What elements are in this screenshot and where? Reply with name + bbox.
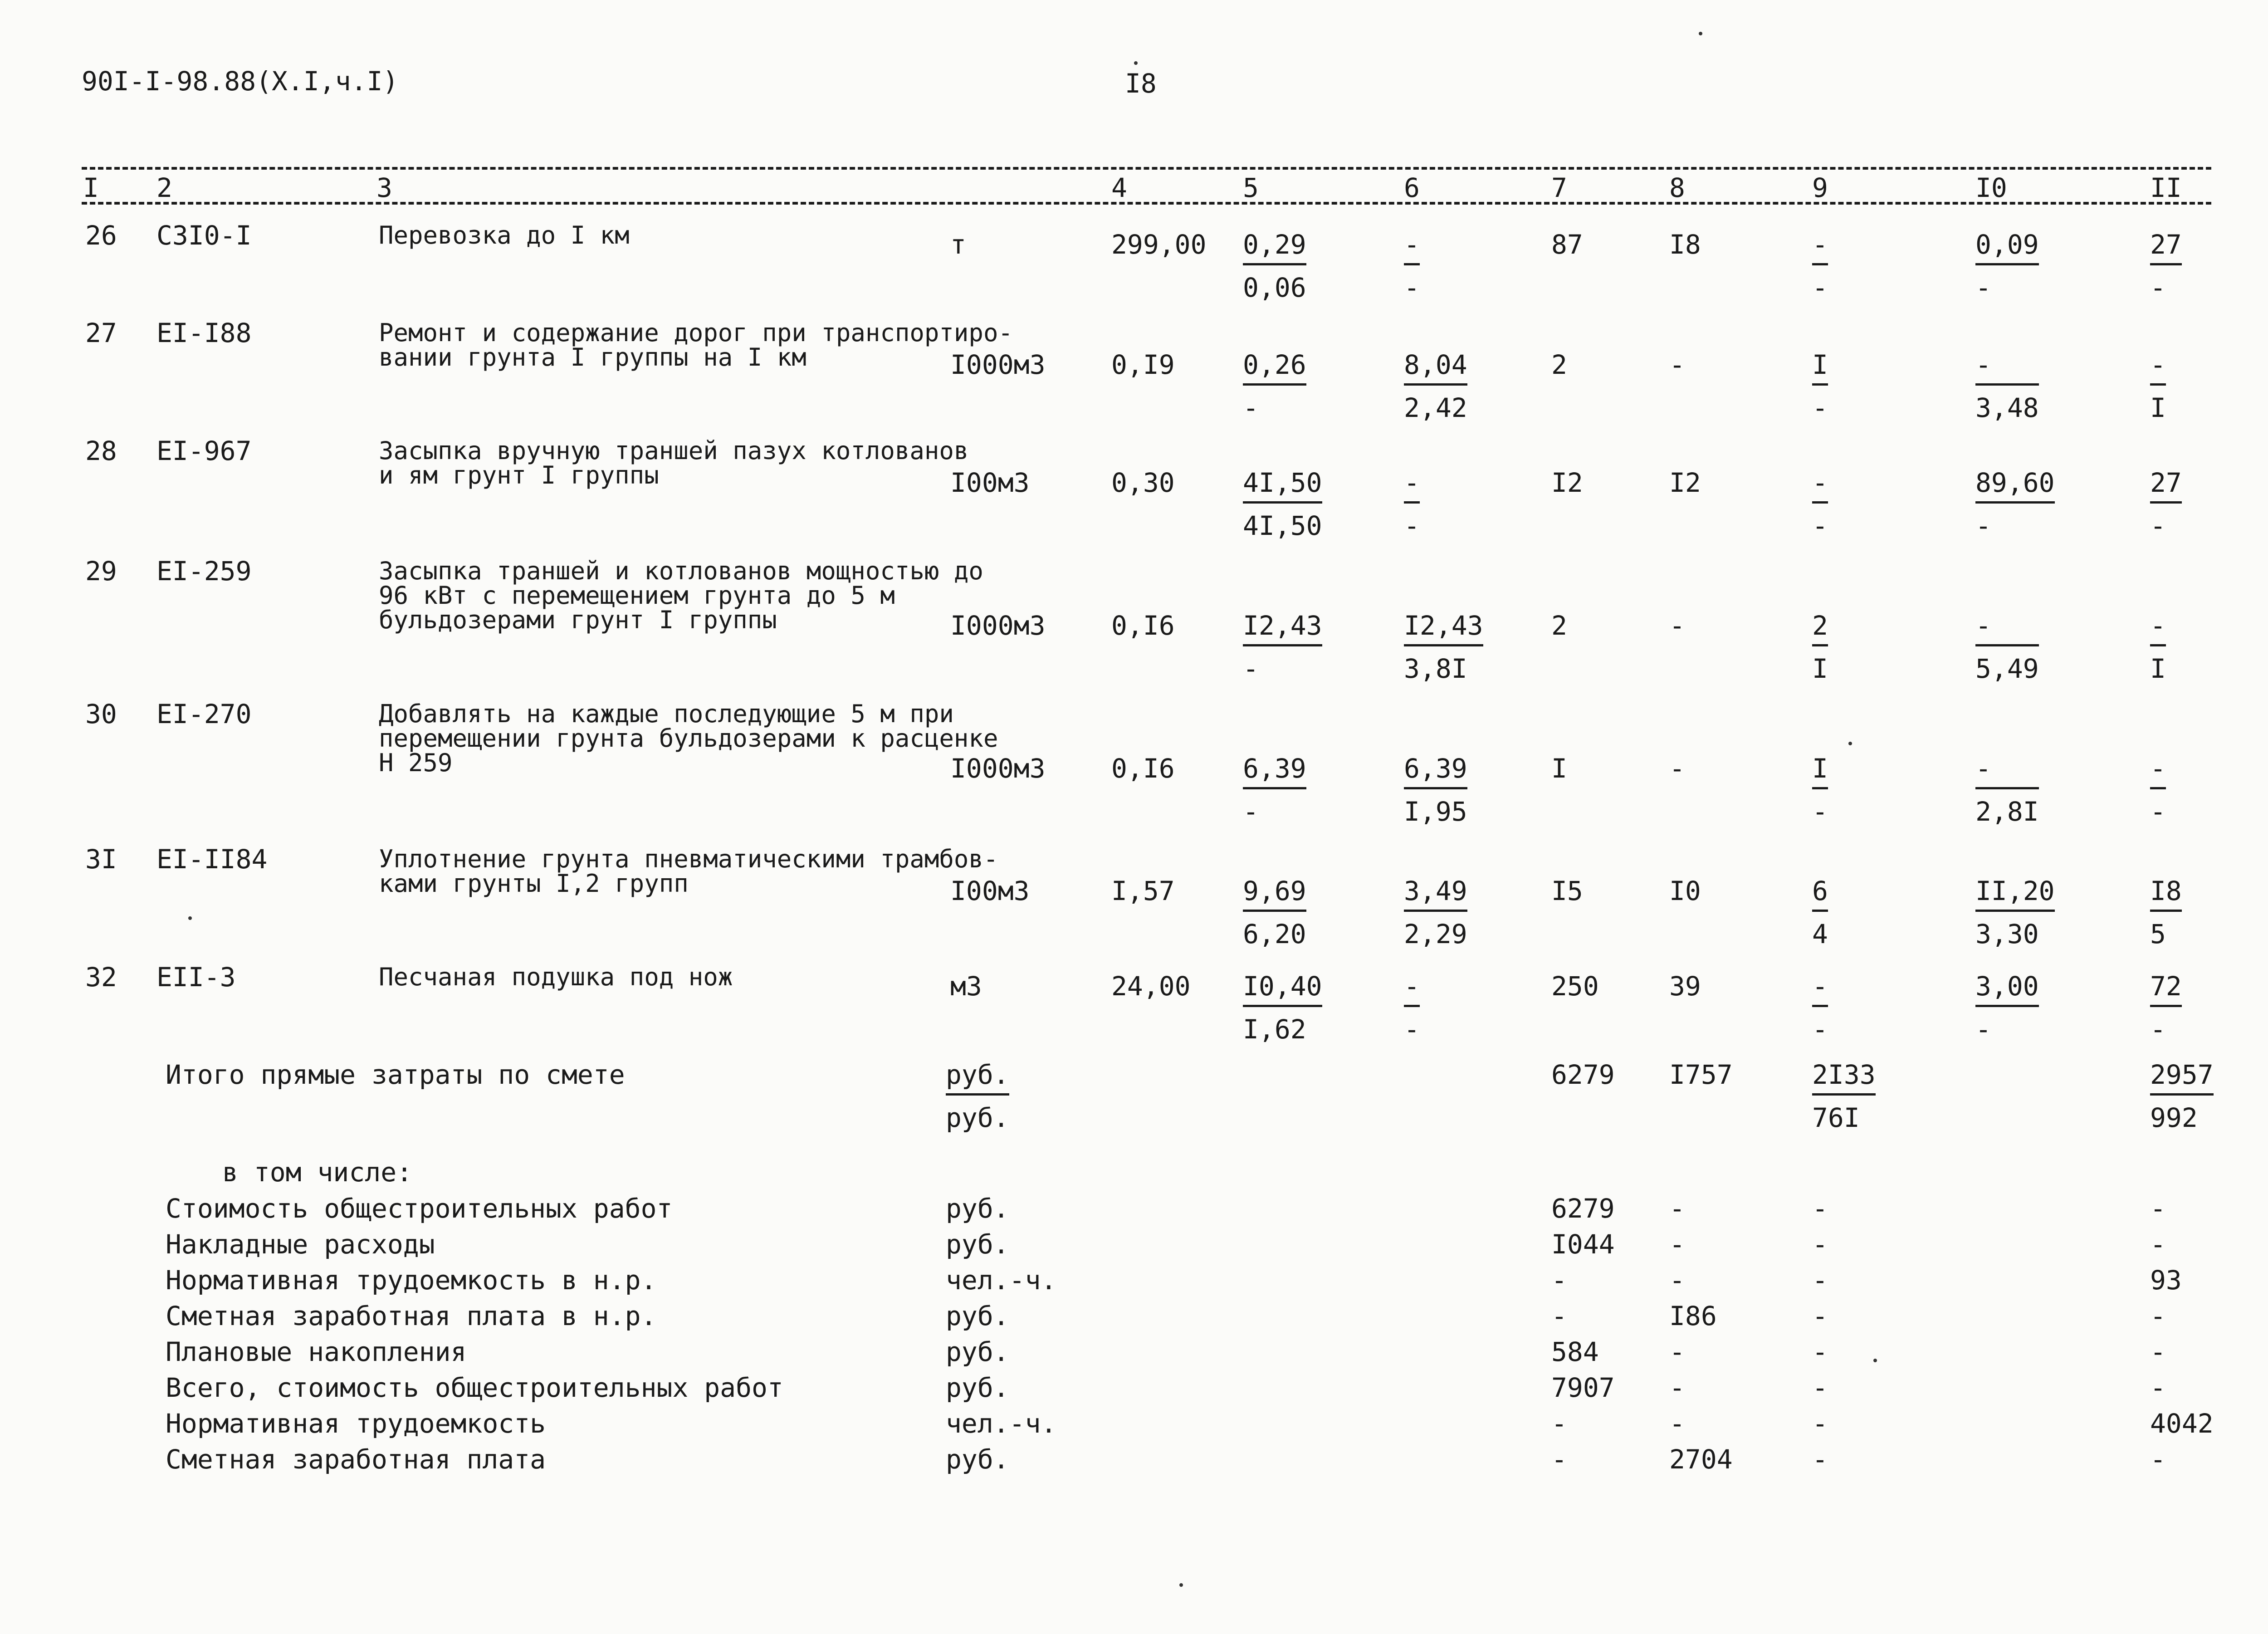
col9-value	[1812, 349, 1828, 423]
summary-col9: -	[1812, 1408, 1828, 1439]
col8-value: -	[1669, 753, 1685, 784]
col10-value-denominator: 3,30	[1975, 919, 2039, 949]
header-col-number: I	[83, 172, 99, 203]
col11-value	[2150, 467, 2182, 541]
summary-col8: -	[1669, 1336, 1685, 1367]
col6-value-numerator: 8,04	[1404, 349, 1467, 380]
header-col-number: 8	[1669, 172, 1685, 203]
col11-value-denominator: I	[2150, 653, 2166, 684]
summary-unit: руб.	[946, 1336, 1009, 1367]
col6-value-numerator: -	[1404, 467, 1420, 498]
col11-value	[2150, 878, 2182, 947]
col6-value-denominator: 2,42	[1404, 392, 1467, 423]
row-number: 30	[85, 699, 117, 729]
summary-label: Сметная заработная плата	[166, 1444, 546, 1475]
summary-col8: -	[1669, 1372, 1685, 1403]
col11-value-numerator: 27	[2150, 467, 2182, 498]
col9-value-numerator: 6	[1812, 876, 1828, 906]
col5-value-fraction-bar	[1243, 501, 1322, 504]
quantity: 24,00	[1111, 971, 1191, 1002]
col7-value: I	[1551, 753, 1567, 784]
col11-value-numerator: I8	[2150, 876, 2182, 906]
col5-value	[1243, 231, 1306, 301]
total-unit	[946, 1059, 1009, 1133]
col5-value-fraction-bar	[1243, 787, 1306, 789]
col9-value-fraction-bar	[1812, 1005, 1828, 1007]
col5-value	[1243, 755, 1306, 825]
col11-value-denominator: -	[2150, 510, 2166, 541]
col5-value-denominator: -	[1243, 392, 1259, 423]
col11-value-fraction-bar	[2150, 263, 2182, 265]
col5-value	[1243, 349, 1306, 423]
header-col-number: 5	[1243, 172, 1259, 203]
col10-value-denominator: 5,49	[1975, 653, 2039, 684]
summary-label: Накладные расходы	[166, 1229, 435, 1260]
col9-value	[1812, 971, 1828, 1045]
col10-value-denominator: -	[1975, 510, 1991, 541]
col11-value	[2150, 612, 2166, 682]
scan-speck	[1848, 742, 1852, 745]
summary-col9: -	[1812, 1229, 1828, 1260]
summary-unit: чел.-ч.	[946, 1408, 1057, 1439]
col11-value-denominator: I	[2150, 392, 2166, 423]
header-rule-bottom	[82, 202, 2211, 205]
summary-col11: 93	[2150, 1265, 2182, 1296]
col10-value-fraction-bar	[1975, 910, 2055, 912]
summary-col11: -	[2150, 1193, 2166, 1224]
summary-unit: чел.-ч.	[946, 1265, 1057, 1296]
col10-value-denominator: -	[1975, 272, 1991, 303]
row-number: 29	[85, 556, 117, 587]
col10-value-fraction-bar	[1975, 263, 2039, 265]
col11-value-denominator: -	[2150, 272, 2166, 303]
col10-value	[1975, 612, 2039, 682]
col8-value: -	[1669, 610, 1685, 641]
col11-value-fraction-bar	[2150, 501, 2182, 504]
summary-col11: -	[2150, 1372, 2166, 1403]
col10-value-numerator: 3,00	[1975, 971, 2039, 1002]
row-number: 28	[85, 435, 117, 466]
col10-value-denominator: 3,48	[1975, 392, 2039, 423]
col6-value-fraction-bar	[1404, 263, 1420, 265]
col9-value-fraction-bar	[1812, 501, 1828, 504]
header-col-number: 3	[376, 172, 392, 203]
document-code: 90I-I-98.88(X.I,ч.I)	[82, 66, 399, 97]
col9-value	[1812, 755, 1828, 825]
col5-value-numerator: 9,69	[1243, 876, 1306, 906]
scan-speck	[1134, 61, 1138, 65]
summary-label: Всего, стоимость общестроительных работ	[166, 1372, 783, 1403]
col7-value: I2	[1551, 467, 1583, 498]
col11-value-fraction-bar	[2150, 910, 2182, 912]
col7-value: 2	[1551, 349, 1567, 380]
col9-value-denominator: -	[1812, 392, 1828, 423]
summary-col9: -	[1812, 1444, 1828, 1475]
col7-value: I5	[1551, 876, 1583, 906]
col5-value-denominator: 0,06	[1243, 272, 1306, 303]
summary-col8: -	[1669, 1229, 1685, 1260]
col8-value: I2	[1669, 467, 1701, 498]
work-description: Добавлять на каждые последующие 5 м при перемещении грунта бульдозерами к расценке Н 259	[379, 700, 998, 777]
col10-value-fraction-bar	[1975, 644, 2039, 646]
summary-unit: руб.	[946, 1229, 1009, 1260]
summary-col8: -	[1669, 1408, 1685, 1439]
col9-value-numerator: I	[1812, 753, 1828, 784]
col10-value	[1975, 349, 2039, 423]
col10-value	[1975, 755, 2039, 825]
total-col9-numerator: 2I33	[1812, 1059, 1876, 1090]
col5-value-numerator: I2,43	[1243, 610, 1322, 641]
scan-speck	[1873, 1359, 1877, 1362]
col6-value	[1404, 231, 1420, 301]
col5-value-denominator: -	[1243, 796, 1259, 827]
summary-label: Плановые накопления	[166, 1336, 467, 1367]
col11-value-fraction-bar	[2150, 383, 2166, 386]
summary-col7: 7907	[1551, 1372, 1615, 1403]
col5-value-denominator: -	[1243, 653, 1259, 684]
total-col9	[1812, 1059, 1876, 1133]
col11-value-fraction-bar	[2150, 1005, 2182, 1007]
header-col-number: 6	[1404, 172, 1420, 203]
col10-value-numerator: -	[1975, 753, 1991, 784]
total-unit-fraction-bar	[946, 1093, 1009, 1096]
quantity: 0,I6	[1111, 753, 1175, 784]
header-col-number: I0	[1975, 172, 2007, 203]
col10-value-denominator: -	[1975, 1014, 1991, 1045]
summary-col7: 6279	[1551, 1193, 1615, 1224]
summary-col7: -	[1551, 1301, 1567, 1331]
summary-col7: -	[1551, 1265, 1567, 1296]
col6-value	[1404, 349, 1467, 423]
col6-value-denominator: I,95	[1404, 796, 1467, 827]
col8-value: I8	[1669, 229, 1701, 260]
rate-code: EI-259	[156, 556, 252, 587]
col11-value	[2150, 755, 2166, 825]
row-number: 26	[85, 220, 117, 251]
col6-value	[1404, 755, 1467, 825]
summary-col9: -	[1812, 1301, 1828, 1331]
col9-value-denominator: -	[1812, 510, 1828, 541]
col9-value-denominator: -	[1812, 796, 1828, 827]
summary-label: Сметная заработная плата в н.р.	[166, 1301, 657, 1331]
col5-value-denominator: I,62	[1243, 1014, 1306, 1045]
summary-unit: руб.	[946, 1372, 1009, 1403]
col6-value-numerator: -	[1404, 971, 1420, 1002]
summary-col7: 584	[1551, 1336, 1599, 1367]
row-number: 3I	[85, 844, 117, 875]
rate-code: EI-I88	[156, 318, 252, 348]
col6-value-denominator: 2,29	[1404, 919, 1467, 949]
col10-value-fraction-bar	[1975, 501, 2055, 504]
col6-value-numerator: I2,43	[1404, 610, 1483, 641]
col6-value-denominator: -	[1404, 1014, 1420, 1045]
summary-label: Нормативная трудоемкость в н.р.	[166, 1265, 657, 1296]
summary-col9: -	[1812, 1265, 1828, 1296]
total-unit-denominator: руб.	[946, 1102, 1009, 1133]
col5-value-numerator: 0,26	[1243, 349, 1306, 380]
summary-col8: -	[1669, 1265, 1685, 1296]
work-description: Засыпка вручную траншей пазух котлованов и ям грунт I группы	[379, 436, 969, 489]
col11-value-numerator: -	[2150, 349, 2166, 380]
work-description: Песчаная подушка под нож	[379, 963, 733, 991]
summary-col9: -	[1812, 1336, 1828, 1367]
col8-value: -	[1669, 349, 1685, 380]
col6-value	[1404, 467, 1420, 541]
col5-value	[1243, 971, 1322, 1045]
col9-value	[1812, 467, 1828, 541]
unit: I000м3	[950, 610, 1046, 641]
col9-value-numerator: I	[1812, 349, 1828, 380]
col6-value-denominator: -	[1404, 272, 1420, 303]
total-unit-numerator: руб.	[946, 1059, 1009, 1090]
quantity: 0,I6	[1111, 610, 1175, 641]
col5-value-denominator: 6,20	[1243, 919, 1306, 949]
col6-value-fraction-bar	[1404, 644, 1483, 646]
unit: I000м3	[950, 349, 1046, 380]
col11-value-denominator: -	[2150, 1014, 2166, 1045]
col9-value-numerator: -	[1812, 971, 1828, 1002]
quantity: 0,I9	[1111, 349, 1175, 380]
header-col-number: II	[2150, 172, 2182, 203]
summary-col11: -	[2150, 1444, 2166, 1475]
page-number: I8	[1125, 68, 1157, 99]
summary-unit: руб.	[946, 1193, 1009, 1224]
col10-value-numerator: 0,09	[1975, 229, 2039, 260]
col9-value-fraction-bar	[1812, 263, 1828, 265]
col9-value	[1812, 878, 1828, 947]
total-col11-fraction-bar	[2150, 1093, 2214, 1096]
col6-value	[1404, 612, 1483, 682]
summary-col11: -	[2150, 1301, 2166, 1331]
col6-value	[1404, 971, 1420, 1045]
summary-label: Стоимость общестроительных работ	[166, 1193, 673, 1224]
summary-col11: -	[2150, 1229, 2166, 1260]
header-rule-top	[82, 167, 2211, 170]
col11-value-numerator: 27	[2150, 229, 2182, 260]
quantity: 299,00	[1111, 229, 1207, 260]
col7-value: 2	[1551, 610, 1567, 641]
col11-value-numerator: -	[2150, 610, 2166, 641]
col10-value	[1975, 231, 2039, 301]
col5-value-fraction-bar	[1243, 383, 1306, 386]
quantity: I,57	[1111, 876, 1175, 906]
col10-value-numerator: -	[1975, 610, 1991, 641]
col5-value	[1243, 878, 1306, 947]
col10-value-numerator: II,20	[1975, 876, 2055, 906]
col8-value: I0	[1669, 876, 1701, 906]
summary-col7: -	[1551, 1408, 1567, 1439]
total-col11-denominator: 992	[2150, 1102, 2198, 1133]
col7-value: 250	[1551, 971, 1599, 1002]
row-number: 32	[85, 962, 117, 993]
total-col11	[2150, 1059, 2214, 1133]
total-label: Итого прямые затраты по смете	[166, 1059, 625, 1090]
unit: т	[950, 229, 966, 260]
total-col9-fraction-bar	[1812, 1093, 1876, 1096]
col5-value-fraction-bar	[1243, 644, 1322, 646]
col6-value	[1404, 878, 1467, 947]
col11-value-numerator: 72	[2150, 971, 2182, 1002]
col9-value	[1812, 231, 1828, 301]
rate-code: C3I0-I	[156, 220, 252, 251]
col5-value	[1243, 612, 1322, 682]
rate-code: EII-3	[156, 962, 236, 993]
unit: м3	[950, 971, 982, 1002]
summary-col7: I044	[1551, 1229, 1615, 1260]
col5-value-numerator: 0,29	[1243, 229, 1306, 260]
unit: I00м3	[950, 467, 1030, 498]
summary-col11: 4042	[2150, 1408, 2214, 1439]
summary-col9: -	[1812, 1372, 1828, 1403]
summary-label: Нормативная трудоемкость	[166, 1408, 546, 1439]
col9-value-fraction-bar	[1812, 383, 1828, 386]
col11-value-fraction-bar	[2150, 644, 2166, 646]
col5-value-denominator: 4I,50	[1243, 510, 1322, 541]
col5-value	[1243, 467, 1322, 541]
col10-value	[1975, 878, 2055, 947]
unit: I00м3	[950, 876, 1030, 906]
total-col7: 6279	[1551, 1059, 1615, 1090]
summary-unit: руб.	[946, 1301, 1009, 1331]
col10-value-numerator: -	[1975, 349, 1991, 380]
col9-value	[1812, 612, 1828, 682]
col10-value	[1975, 467, 2055, 541]
col10-value-fraction-bar	[1975, 787, 2039, 789]
header-col-number: 2	[156, 172, 172, 203]
col6-value-numerator: 6,39	[1404, 753, 1467, 784]
col5-value-fraction-bar	[1243, 263, 1306, 265]
col6-value-numerator: 3,49	[1404, 876, 1467, 906]
header-col-number: 7	[1551, 172, 1567, 203]
summary-col11: -	[2150, 1336, 2166, 1367]
col10-value-fraction-bar	[1975, 1005, 2039, 1007]
scan-speck	[188, 916, 192, 920]
col6-value-denominator: -	[1404, 510, 1420, 541]
summary-col7: -	[1551, 1444, 1567, 1475]
col5-value-fraction-bar	[1243, 1005, 1322, 1007]
col9-value-denominator: I	[1812, 653, 1828, 684]
header-col-number: 4	[1111, 172, 1127, 203]
col7-value: 87	[1551, 229, 1583, 260]
col11-value	[2150, 971, 2182, 1045]
rate-code: EI-967	[156, 435, 252, 466]
unit: I000м3	[950, 753, 1046, 784]
col9-value-denominator: 4	[1812, 919, 1828, 949]
col9-value-numerator: 2	[1812, 610, 1828, 641]
col9-value-fraction-bar	[1812, 910, 1828, 912]
col5-value-numerator: 4I,50	[1243, 467, 1322, 498]
col10-value-numerator: 89,60	[1975, 467, 2055, 498]
col6-value-fraction-bar	[1404, 383, 1467, 386]
col11-value	[2150, 349, 2166, 423]
col5-value-numerator: 6,39	[1243, 753, 1306, 784]
header-col-number: 9	[1812, 172, 1828, 203]
col8-value: 39	[1669, 971, 1701, 1002]
col11-value-numerator: -	[2150, 753, 2166, 784]
summary-col8: I86	[1669, 1301, 1717, 1331]
col9-value-denominator: -	[1812, 272, 1828, 303]
col9-value-numerator: -	[1812, 229, 1828, 260]
col11-value	[2150, 231, 2182, 301]
work-description: Засыпка траншей и котлованов мощностью до 96 кВт с перемещением грунта до 5 м бульдозерами грунт I группы	[379, 557, 983, 634]
col10-value-denominator: 2,8I	[1975, 796, 2039, 827]
col9-value-numerator: -	[1812, 467, 1828, 498]
quantity: 0,30	[1111, 467, 1175, 498]
summary-col8: 2704	[1669, 1444, 1733, 1475]
col10-value	[1975, 971, 2039, 1045]
col6-value-denominator: 3,8I	[1404, 653, 1467, 684]
row-number: 27	[85, 318, 117, 348]
col5-value-numerator: I0,40	[1243, 971, 1322, 1002]
col11-value-denominator: -	[2150, 796, 2166, 827]
col11-value-denominator: 5	[2150, 919, 2166, 949]
col6-value-fraction-bar	[1404, 1005, 1420, 1007]
total-col9-denominator: 76I	[1812, 1102, 1860, 1133]
work-description: Ремонт и содержание дорог при транспортиро- вании грунта I группы на I км	[379, 318, 1013, 372]
work-description: Уплотнение грунта пневматическими трамбов- ками грунты I,2 групп	[379, 845, 998, 898]
col6-value-fraction-bar	[1404, 501, 1420, 504]
rate-code: EI-II84	[156, 844, 268, 875]
col6-value-fraction-bar	[1404, 787, 1467, 789]
col6-value-fraction-bar	[1404, 910, 1467, 912]
total-col11-numerator: 2957	[2150, 1059, 2214, 1090]
col5-value-fraction-bar	[1243, 910, 1306, 912]
col9-value-fraction-bar	[1812, 787, 1828, 789]
col6-value-numerator: -	[1404, 229, 1420, 260]
summary-col8: -	[1669, 1193, 1685, 1224]
scan-speck	[1699, 32, 1702, 35]
col9-value-denominator: -	[1812, 1014, 1828, 1045]
including-label: в том числе:	[222, 1157, 413, 1188]
summary-col9: -	[1812, 1193, 1828, 1224]
col11-value-fraction-bar	[2150, 787, 2166, 789]
summary-unit: руб.	[946, 1444, 1009, 1475]
rate-code: EI-270	[156, 699, 252, 729]
work-description: Перевозка до I км	[379, 221, 630, 250]
total-col8: I757	[1669, 1059, 1733, 1090]
col10-value-fraction-bar	[1975, 383, 2039, 386]
col9-value-fraction-bar	[1812, 644, 1828, 646]
scan-speck	[1179, 1583, 1183, 1587]
